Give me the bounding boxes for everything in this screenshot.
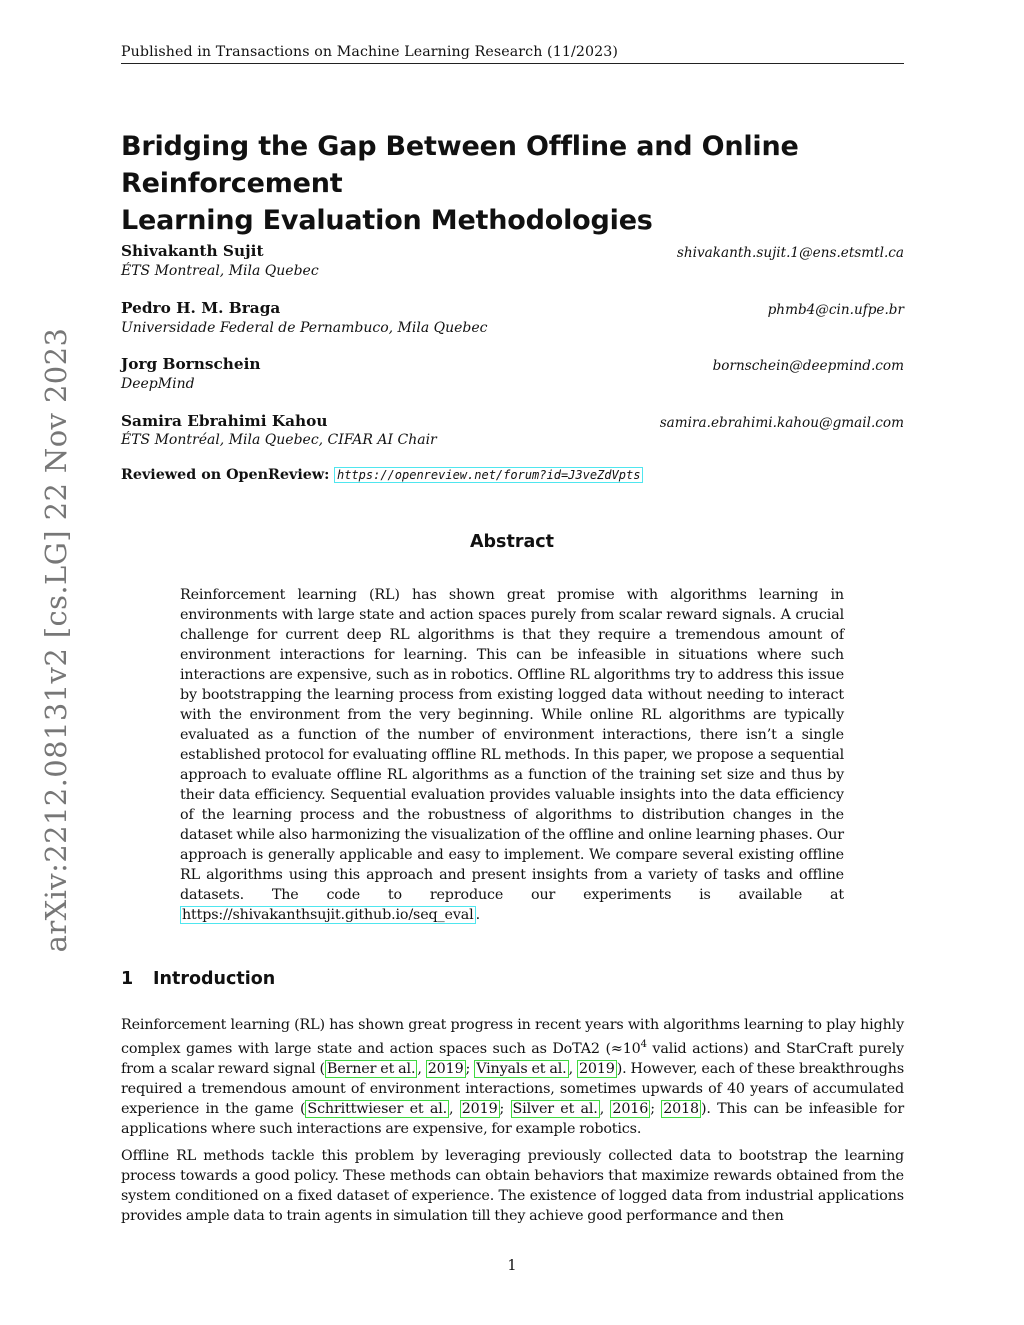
separator: ;	[650, 1100, 662, 1117]
code-link[interactable]: https://shivakanthsujit.github.io/seq_eval	[182, 907, 474, 923]
separator: ;	[465, 1060, 475, 1077]
separator: ,	[599, 1100, 611, 1117]
separator: ,	[449, 1100, 460, 1117]
intro-text: Reinforcement learning (RL) has shown great progress in recent years with algorithms learning to play highly complex games with large state and action spaces such as DoTA2 (≈10	[121, 1017, 904, 1057]
separator: ,	[568, 1060, 577, 1077]
author-name-4: Samira Ebrahimi Kahou	[121, 412, 328, 430]
abstract-heading: Abstract	[469, 532, 555, 552]
citation-vinyals-year[interactable]: 2019	[578, 1060, 615, 1077]
citation-vinyals[interactable]: Vinyals et al.	[476, 1060, 567, 1077]
citation-silver[interactable]: Silver et al.	[512, 1100, 598, 1117]
author-name-1: Shivakanth Sujit	[121, 242, 264, 260]
author-email-4[interactable]: samira.ebrahimi.kahou@gmail.com	[659, 415, 904, 431]
openreview-label: Reviewed on OpenReview:	[121, 467, 330, 483]
intro-text: valid actions) and StarCraft purely from a scalar reward signal (	[121, 1040, 904, 1077]
author-affiliation-1: ÉTS Montreal, Mila Quebec	[121, 263, 319, 279]
intro-text: ). This can be infeasible for applications where such interactions are expensive, for example robotics.	[121, 1100, 905, 1137]
title-line-1: Bridging the Gap Between Offline and Online Reinforcement	[121, 131, 799, 199]
author-name-3: Jorg Bornschein	[121, 355, 261, 373]
citation-berner[interactable]	[325, 1060, 417, 1078]
arxiv-stamp: arXiv:2212.08131v2 [cs.LG] 22 Nov 2023	[39, 327, 73, 953]
superscript: 4	[640, 1039, 647, 1050]
citation-silver-year-2016[interactable]: 2016	[612, 1100, 649, 1117]
citation-schrittwieser-year[interactable]: 2019	[461, 1100, 498, 1117]
section-number: 1	[121, 969, 134, 989]
author-email-3[interactable]: bornschein@deepmind.com	[712, 358, 904, 374]
citation-author: Berner et al.	[326, 1060, 416, 1077]
intro-text: ). However, each of these breakthroughs required a tremendous amount of environment interactions, sometimes upwards of 40 years of accumulated experience in the game (	[121, 1060, 905, 1117]
author-email-1[interactable]: shivakanth.sujit.1@ens.etsmtl.ca	[676, 245, 904, 261]
abstract-body: Reinforcement learning (RL) has shown great promise with algorithms learning in environments with large state and action spaces purely from scalar reward signals. A crucial challenge for current deep RL algorithms is that they require a tremendous amount of environment interactions for learning. This can be infeasible in situations where such interactions are expensive, such as in robotics. Offline RL algorithms try to address this issue by bootstrapping the learning process from existing logged data without needing to interact with the environment from the very beginning. While online RL algorithms are typically evaluated as a function of the number of environment interactions, there isn’t a single established protocol for evaluating offline RL methods. In this paper, we propose a sequential approach to evaluate offline RL algorithms as a function of the training set size and thus by their data efficiency. Sequential evaluation provides valuable insights into the data efficiency of the learning process and the robustness of algorithms to distribution changes in the dataset while also harmonizing the visualization of the offline and online learning phases. Our approach is generally applicable and easy to implement. We compare several existing offline RL algorithms using this approach and present insights from a variety of tasks and offline datasets. The code to reproduce our experiments is available at https://shivakanthsujit.github.io/seq_eval .	[180, 587, 844, 923]
author-name-2: Pedro H. M. Braga	[121, 299, 281, 317]
author-affiliation-3: DeepMind	[121, 376, 195, 392]
separator: ;	[499, 1100, 511, 1117]
author-affiliation-4: ÉTS Montréal, Mila Quebec, CIFAR AI Chair	[121, 432, 437, 448]
intro-paragraph-2: Offline RL methods tackle this problem by leveraging previously collected data to bootstrap the learning process towards a good policy. These methods can obtain behaviors that maximize rewards obtained from the system conditioned on a fixed dataset of experience. The existence of logged data from industrial applications provides ample data to train agents in simulation till they achieve good performance and then	[121, 1148, 904, 1224]
openreview-line	[121, 467, 643, 483]
abstract-text: Reinforcement learning (RL) has shown great promise with algorithms learning in environments with large state and action spaces purely from scalar reward signals. A crucial challenge for current deep RL algorithms is that they require a tremendous amount of environment interactions for learning. This can be infeasible in situations where such interactions are expensive, such as in robotics. Offline RL algorithms try to address this issue by bootstrapping the learning process from existing logged data without needing to interact with the environment from the very beginning. While online RL algorithms are typically evaluated as a function of the number of environment interactions, there isn’t a single established protocol for evaluating offline RL methods. In this paper, we propose a sequential approach to evaluate offline RL algorithms as a function of the training set size and thus by their data efficiency. Sequential evaluation provides valuable insights into the data efficiency of the learning process and the robustness of algorithms to distribution changes in the dataset while also harmonizing the visualization of the offline and online learning phases. Our approach is generally applicable and easy to implement. We compare several existing offline RL algorithms using this approach and present insights from a variety of tasks and offline datasets. The code to reproduce our experiments is available at	[180, 587, 844, 903]
section-title: Introduction	[153, 969, 276, 989]
citation-silver-year-2018[interactable]: 2018	[663, 1100, 699, 1117]
author-affiliation-2: Universidade Federal de Pernambuco, Mila Quebec	[121, 320, 488, 336]
section-heading-introduction	[121, 969, 275, 989]
running-header: Published in Transactions on Machine Learning Research (11/2023)	[121, 44, 904, 64]
citation-schrittwieser[interactable]: Schrittwieser et al.	[307, 1100, 448, 1117]
separator: ,	[417, 1060, 426, 1077]
intro-paragraph-1	[121, 1015, 904, 1139]
author-email-2[interactable]: phmb4@cin.ufpe.br	[767, 302, 904, 318]
title-line-2: Learning Evaluation Methodologies	[121, 205, 653, 236]
openreview-link[interactable]: https://openreview.net/forum?id=J3veZdVpts	[334, 467, 643, 483]
citation-berner-year[interactable]: 2019	[427, 1060, 464, 1077]
page-number: 1	[507, 1258, 517, 1274]
paper-title	[121, 128, 921, 239]
